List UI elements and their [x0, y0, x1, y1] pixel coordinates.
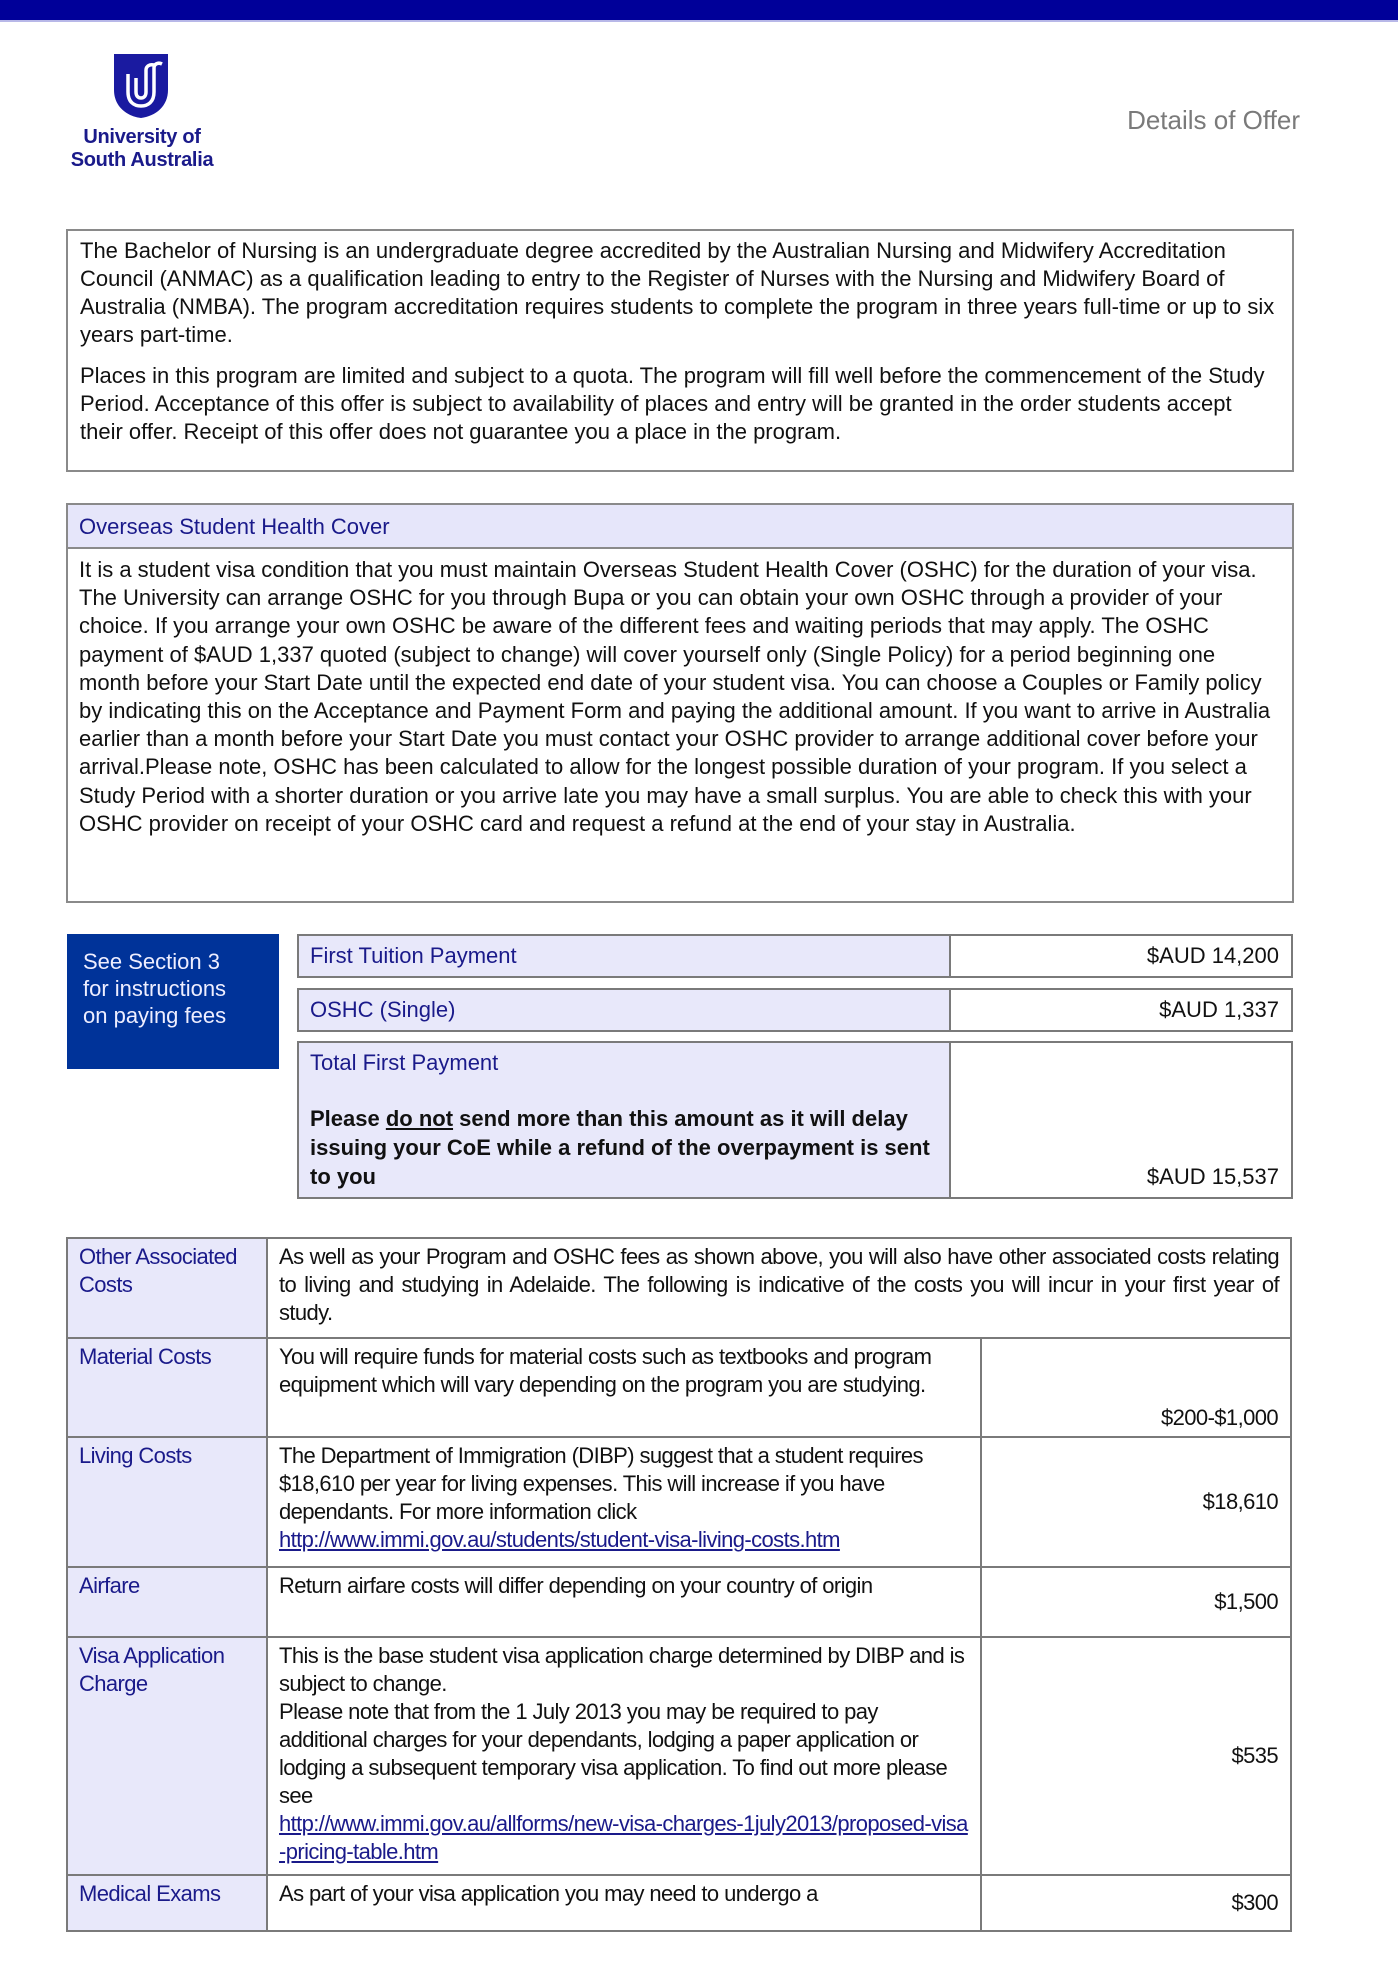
cost-value: $18,610: [981, 1437, 1291, 1567]
cost-label: Airfare: [67, 1567, 267, 1637]
table-row: [67, 1637, 1291, 1875]
cost-value: $1,500: [981, 1567, 1291, 1637]
payment-label-total: Total First Payment Please do not send more than this amount as it will delay issuing your CoE while a refund of the overpayment is sent to you: [299, 1043, 951, 1197]
overpayment-warning: Please do not send more than this amount as it will delay issuing your CoE while a refund of the overpayment is sent to you: [310, 1106, 930, 1189]
cost-value: $300: [981, 1875, 1291, 1931]
cost-label: Other Associated Costs: [67, 1238, 267, 1338]
table-row: [67, 1437, 1291, 1567]
payment-value: $AUD 1,337: [1159, 997, 1279, 1022]
payment-value: $AUD 14,200: [1146, 943, 1279, 968]
oshc-body-text: It is a student visa condition that you must maintain Overseas Student Health Cover (OSHC) for the duration of your visa. The University can arrange OSHC for you through Bupa or you can obtain your own OSHC through a provider of your choice. If you arrange your own OSHC be aware of the different fees and waiting periods that may apply. The OSHC payment of $AUD 1,337 quoted (subject to change) will cover yourself only (Single Policy) for a period beginning one month before your Start Date until the expected end date of your student visa. You can choose a Couples or Family policy by indicating this on the Acceptance and Payment Form and paying the additional amount. If you want to arrive in Australia earlier than a month before your Start Date you must contact your OSHC provider to arrange additional cover before your arrival.Please note, OSHC has been calculated to allow for the longest possible duration of your program. If you select a Study Period with a shorter duration or you arrive late you may have a small surplus. You are able to check this with your OSHC provider on receipt of your OSHC card and request a refund at the end of your stay in Australia.: [79, 557, 1271, 836]
document-title: Details of Offer: [1127, 105, 1300, 135]
see-section-3-note: See Section 3 for instructions on paying fees: [67, 934, 279, 1069]
cost-value: $535: [981, 1637, 1291, 1875]
associated-costs-table: [66, 1237, 1292, 1932]
intro-paragraph-accreditation: The Bachelor of Nursing is an undergraduate degree accredited by the Australian Nursing and Midwifery Accreditation Council (ANMAC) as a qualification leading to entry to the Register of Nurses with the Nursing and Midwifery Board of Australia (NMBA). The program accreditation requires students to complete the program in three years full-time or up to six years part-time.: [80, 238, 1275, 347]
payment-label: First Tuition Payment: [299, 936, 951, 976]
cost-description: Return airfare costs will differ depending on your country of origin: [267, 1567, 981, 1637]
cost-value: $200-$1,000: [981, 1338, 1291, 1437]
table-row: [67, 1567, 1291, 1637]
university-logo: [62, 52, 222, 172]
cost-intro-text: As well as your Program and OSHC fees as shown above, you will also have other associated costs relating to living and studying in Adelaide. The following is indicative of the costs you will incur in your first year of study.: [267, 1238, 1291, 1338]
shield-logo-icon: [112, 52, 170, 120]
payment-label: OSHC (Single): [299, 990, 951, 1030]
cost-description: The Department of Immigration (DIBP) suggest that a student requires $18,610 per year for living expenses. This will increase if you have dependants. For more information click http://www.immi.gov.au/students/student-visa-living-costs.htm: [267, 1437, 981, 1567]
intro-paragraph-quota: Places in this program are limited and subject to a quota. The program will fill well before the commencement of the Study Period. Acceptance of this offer is subject to availability of places and entry will be granted in the order students accept their offer. Receipt of this offer does not guarantee you a place in the program.: [80, 363, 1265, 444]
table-row: [67, 1238, 1291, 1338]
visa-pricing-link[interactable]: http://www.immi.gov.au/allforms/new-visa-charges-1july2013/proposed-visa-pricing-table.htm: [279, 1811, 968, 1864]
oshc-heading: Overseas Student Health Cover: [68, 505, 1292, 549]
cost-description: This is the base student visa application charge determined by DIBP and is subject to change. Please note that from the 1 July 2013 you may be required to pay additional charges for your dependants, lodging a paper application or lodging a subsequent temporary visa application. To find out more please see http://www.immi.gov.au/allforms/new-visa-charges-1july2013/proposed-visa-pricing-table.htm: [267, 1637, 981, 1875]
cost-label: Visa Application Charge: [67, 1637, 267, 1875]
university-name: University of South Australia: [70, 126, 214, 171]
cost-description: As part of your visa application you may need to undergo a: [267, 1875, 981, 1931]
table-row: [67, 1875, 1291, 1931]
living-costs-link[interactable]: http://www.immi.gov.au/students/student-visa-living-costs.htm: [279, 1527, 840, 1552]
program-intro-box: [66, 229, 1294, 472]
payment-row-first-tuition: [297, 934, 1293, 978]
top-banner: [0, 0, 1398, 22]
payment-row-total: [297, 1041, 1293, 1199]
cost-label: Material Costs: [67, 1338, 267, 1437]
cost-label: Living Costs: [67, 1437, 267, 1567]
oshc-section: [66, 503, 1294, 903]
cost-label: Medical Exams: [67, 1875, 267, 1931]
payment-row-oshc: [297, 988, 1293, 1032]
payment-value-total: $AUD 15,537: [1146, 1164, 1279, 1189]
table-row: [67, 1338, 1291, 1437]
cost-description: You will require funds for material costs such as textbooks and program equipment which will vary depending on the program you are studying.: [267, 1338, 981, 1437]
